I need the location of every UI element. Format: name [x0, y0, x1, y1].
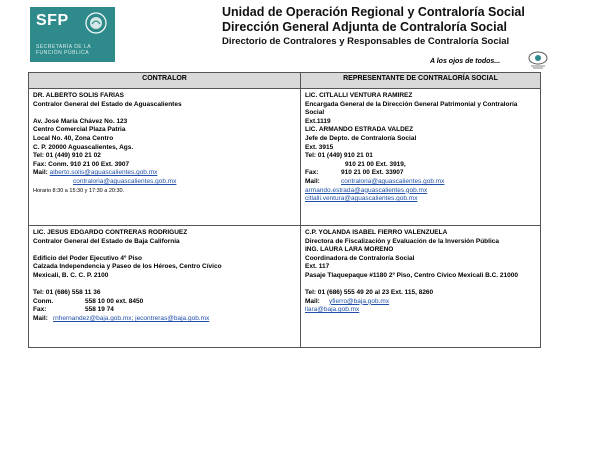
contact-title: Encargada General de la Dirección General Patrimonial y Contraloría Social [305, 100, 518, 117]
email-link[interactable]: contraloria@aguascalientes.gob.mx [341, 177, 445, 185]
table-row [29, 89, 541, 226]
email-link[interactable]: llara@baja.gob.mx [305, 306, 360, 314]
contralor-cell [29, 226, 301, 348]
table-header-row [29, 73, 541, 89]
contact-name: DR. ALBERTO SOLÍS FARÍAS [33, 92, 125, 99]
email-link[interactable]: contraloria@aguascalientes.gob.mx [73, 177, 177, 185]
eye-emblem-icon [527, 49, 549, 69]
contact-name: C.P. YOLANDA ISABEL FIERRO VALENZUELA [305, 229, 448, 236]
phone: Tel: 01 (449) 910 21 02 [33, 152, 101, 160]
office-hours: Horario 8:30 a 15:30 y 17:30 a 20:30. [33, 187, 125, 194]
address-line: Av. José María Chávez No. 123 [33, 117, 128, 125]
email-link[interactable]: citlalli.ventura@aguascalientes.gob.mx [305, 195, 418, 203]
table-row [29, 226, 541, 348]
email-link[interactable]: armando.estrada@aguascalientes.gob.mx [305, 186, 428, 194]
contact-title: Coordinadora de Contraloría Social [305, 254, 415, 262]
address-line: Mexicali, B. C. C. P. 2100 [33, 271, 109, 279]
contralor-cell [29, 89, 301, 226]
contact-name: LIC. ARMANDO ESTRADA VALDEZ [305, 126, 414, 134]
phone: Tel: 01 (686) 558 11 36 [33, 289, 101, 297]
email-link[interactable]: rnhernandez@baja.gob.mx; jecontreras@baja.gob.mx [53, 314, 210, 322]
mail-line [305, 306, 536, 315]
representative-cell [301, 89, 541, 226]
email-link[interactable]: yfierro@baja.gob.mx [329, 297, 390, 305]
extension: Ext.1119 [305, 117, 331, 125]
representative-cell [301, 226, 541, 348]
phone: 910 21 00 Ext. 3919, [345, 160, 406, 168]
contact-title: Directora de Fiscalización y Evaluación de la Inversión Pública [305, 237, 499, 245]
column-header: CONTRALOR [29, 73, 301, 89]
mail-line: Mail: rnhernandez@baja.gob.mx; jecontreras@baja.gob.mx [33, 314, 210, 322]
logo-text: SFP [36, 12, 69, 29]
mail-line [305, 187, 536, 196]
column-header: REPRESENTANTE DE CONTRALORÍA SOCIAL [301, 73, 541, 89]
fax: Fax: 558 19 74 [33, 306, 114, 314]
coat-of-arms-icon [85, 12, 107, 34]
address-line: Pasaje Tlaquepaque #1180 2º Piso, Centro Cívico Mexicali B.C. 21000 [305, 271, 518, 279]
phone: Tel: 01 (686) 555 49 20 al 23 Ext. 115, 8260 [305, 289, 434, 297]
contact-title: Jefe de Depto. de Contraloría Social [305, 134, 417, 142]
mail-line: Mail: yfierro@baja.gob.mx [305, 297, 390, 305]
directory-table [28, 72, 541, 348]
address-line: C. P. 20000 Aguascalientes, Ags. [33, 143, 134, 151]
conm: Conm. 558 10 00 ext. 8450 [33, 297, 144, 305]
header-line-2: Dirección General Adjunta de Contraloría Social [222, 20, 508, 34]
mail-line: Mail: alberto.solis@aguascalientes.gob.mx [33, 169, 158, 177]
contact-name: LIC. CITLALLI VENTURA RAMÍREZ [305, 92, 413, 99]
email-link[interactable]: alberto.solis@aguascalientes.gob.mx [49, 169, 158, 177]
address-line: Calzada Independencia y Paseo de los Héroes, Centro Cívico [33, 263, 222, 271]
sfp-logo [30, 7, 115, 62]
mail-line [305, 195, 536, 204]
contact-title: Contralor General del Estado de Aguascalientes [33, 100, 182, 108]
slogan: A los ojos de todos... [430, 58, 501, 65]
mail-line: Mail: contraloria@aguascalientes.gob.mx [305, 177, 445, 185]
extension: Ext. 117 [305, 263, 330, 271]
logo-subtitle: SECRETARÍA DE LA FUNCIÓN PÚBLICA [36, 44, 92, 56]
contact-name: ING. LAURA LARA MORENO [305, 246, 394, 254]
header-line-1: Unidad de Operación Regional y Contraloría Social [222, 5, 525, 19]
address-line: Local No. 40, Zona Centro [33, 134, 114, 142]
fax: Fax: 910 21 00 Ext. 33907 [305, 169, 404, 177]
contact-name: LIC. JESÚS EDGARDO CONTRERAS RODRÍGUEZ [33, 229, 188, 236]
document-header [222, 5, 525, 49]
contact-title: Contralor General del Estado de Baja California [33, 237, 180, 245]
header-line-3: Directorio de Contralores y Responsables de Contraloría Social [222, 36, 510, 47]
mail-line [33, 178, 296, 187]
address-line: Centro Comercial Plaza Patria [33, 126, 126, 134]
extension: Ext. 3915 [305, 143, 334, 151]
address-line: Edificio del Poder Ejecutivo 4º Piso [33, 254, 142, 262]
phone: Tel: 01 (449) 910 21 01 [305, 152, 373, 160]
fax: Fax: Conm. 910 21 00 Ext. 3907 [33, 160, 130, 168]
